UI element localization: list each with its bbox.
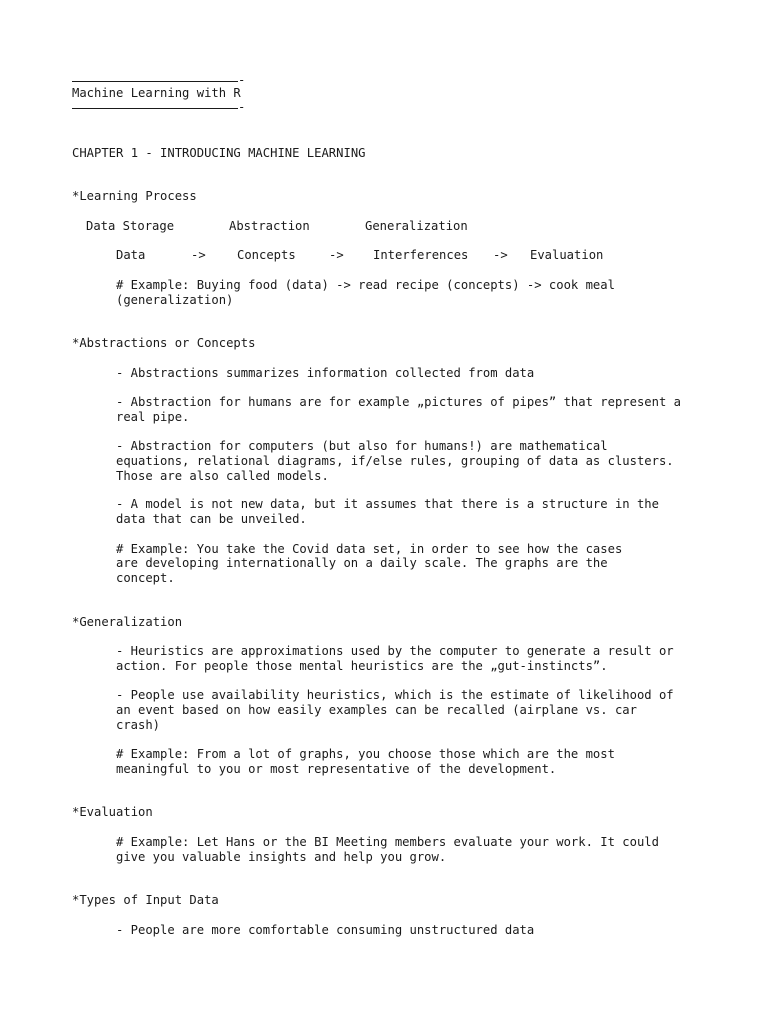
abstractions-p3-line-1: - Abstraction for computers (but also for humans!) are mathematical (116, 439, 608, 453)
abstractions-p2-line-2: real pipe. (116, 410, 190, 424)
document-title: Machine Learning with R (72, 86, 241, 100)
section-heading-abstractions: *Abstractions or Concepts (72, 336, 256, 350)
flow-arrow-3: -> (493, 248, 508, 262)
generalization-p3-line-2: meaningful to you or most representative of the development. (116, 762, 557, 776)
title-rule-top (72, 81, 238, 82)
learning-process-example-line-1: # Example: Buying food (data) -> read recipe (concepts) -> cook meal (116, 278, 615, 292)
section-heading-evaluation: *Evaluation (72, 805, 153, 819)
abstractions-p5-line-2: are developing internationally on a daily scale. The graphs are the (116, 556, 608, 570)
flow-data: Data (116, 248, 146, 262)
flow-concepts: Concepts (237, 248, 296, 262)
stage-generalization: Generalization (365, 219, 468, 233)
learning-process-row-flow (116, 248, 603, 263)
abstractions-p3-line-3: Those are also called models. (116, 469, 329, 483)
flow-arrow-1: -> (191, 248, 206, 262)
stage-data-storage: Data Storage (86, 219, 175, 233)
generalization-p1-line-2: action. For people those mental heuristics are the „gut-instincts”. (116, 659, 608, 673)
section-heading-learning-process: *Learning Process (72, 189, 197, 203)
flow-evaluation: Evaluation (530, 248, 604, 262)
learning-process-row-stages (86, 219, 468, 234)
evaluation-p1-line-2: give you valuable insights and help you grow. (116, 850, 447, 864)
generalization-p2-line-3: crash) (116, 718, 161, 732)
generalization-p1-line-1: - Heuristics are approximations used by the computer to generate a result or (116, 644, 674, 658)
section-heading-input-data: *Types of Input Data (72, 893, 219, 907)
flow-interferences: Interferences (373, 248, 469, 262)
title-rule-bottom-end: - (238, 100, 246, 114)
title-rule-bottom (72, 108, 238, 109)
abstractions-p4-line-1: - A model is not new data, but it assumes that there is a structure in the (116, 497, 659, 511)
title-rule-top-end: - (238, 73, 246, 87)
generalization-p3-line-1: # Example: From a lot of graphs, you choose those which are the most (116, 747, 615, 761)
abstractions-p5-line-3: concept. (116, 571, 175, 585)
abstractions-p1-line-1: - Abstractions summarizes information collected from data (116, 366, 535, 380)
generalization-p2-line-1: - People use availability heuristics, which is the estimate of likelihood of (116, 688, 674, 702)
abstractions-p2-line-1: - Abstraction for humans are for example „pictures of pipes” that represent a (116, 395, 681, 409)
evaluation-p1-line-1: # Example: Let Hans or the BI Meeting members evaluate your work. It could (116, 835, 659, 849)
input-data-p1-line-1: - People are more comfortable consuming unstructured data (116, 923, 535, 937)
section-heading-generalization: *Generalization (72, 615, 183, 629)
generalization-p2-line-2: an event based on how easily examples can be recalled (airplane vs. car (116, 703, 637, 717)
stage-abstraction: Abstraction (229, 219, 310, 233)
abstractions-p4-line-2: data that can be unveiled. (116, 512, 307, 526)
learning-process-example-line-2: (generalization) (116, 293, 234, 307)
abstractions-p3-line-2: equations, relational diagrams, if/else rules, grouping of data as clusters. (116, 454, 674, 468)
flow-arrow-2: -> (329, 248, 344, 262)
abstractions-p5-line-1: # Example: You take the Covid data set, in order to see how the cases (116, 542, 623, 556)
chapter-heading: CHAPTER 1 - INTRODUCING MACHINE LEARNING (72, 146, 366, 160)
